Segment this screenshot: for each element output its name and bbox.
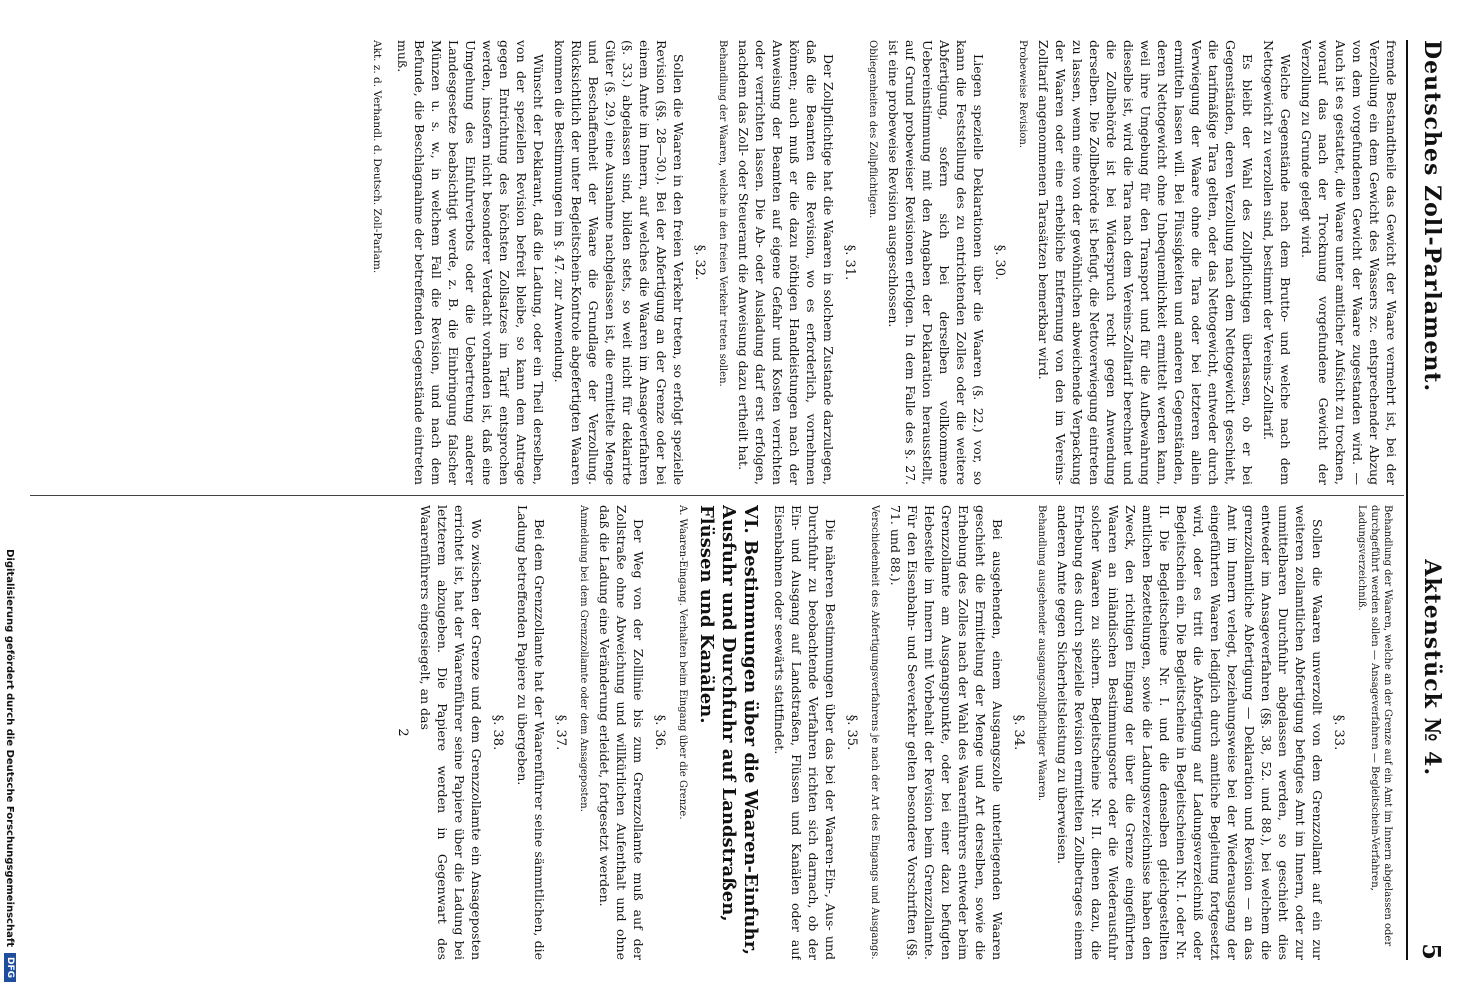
left-column	[30, 40, 1400, 485]
side-heading: Probeweise Revision.	[1017, 40, 1028, 149]
paragraph: Es bleibt der Wahl des Zollpflichtigen überlassen, ob er bei Gegenständen, deren Verzollung nach dem Nettogewicht geschieht, die tarifmäßige Tara gelten, oder das Nettogewicht, entweder durch Verwiegung der Waare ohne die Tara oder bei letzteren allein ermitteln lassen will. Bei Flüssigkeiten und anderen Gegenständen, deren Nettogewicht ohne Unbequemlichkeit ermittelt werden kann, weil ihre Umgebung für den Transport und für die Aufbewahrung dieselbe ist, wird die Tara nach dem Vereins-Zolltarif berechnet und die Zollbehörde ist bei Widerspruch recht gegen Anwendung derselben. Die Zollbehörde ist befugt, die Nettoverwiegung eintreten zu lassen, wenn eine von der gewöhnlichen abweichende Verpackung der Waaren oder eine erhebliche Entfernung von den im Vereins-Zolltarif angenommenen Tarasätzen bemerkbar wird.	[1036, 40, 1255, 485]
paragraph: Sollen die Waaren in den freien Verkehr treten, so erfolgt spezielle Revision (§§. 28—30.). Bei der Abfertigung an der Grenze oder bei einem Amte im Innern, auf welches die Waaren im Ansageverfahren (§. 33.) abgelassen sind, bilden stets, so weit nicht für deklarirte Güter (§. 29.) eine Ausnahme nachgelassen ist, die ermittelte Menge und Beschaffenheit der Waare die Grundlage der Verzollung. Rücksichtlich der unter Begleitschein-Kontrole abgefertigten Waaren kommen die Bestimmungen im §. 47. zur Anwendung.	[552, 40, 686, 485]
paragraph: Sollen die Waaren unverzollt von dem Grenzzollamt auf ein zur weiteren zollamtlichen Abfertigung befugtes Amt im Innern, oder zur unmittelbaren Durchfuhr abgelassen werden, so geschieht dies entweder im Ansageverfahren (§§. 38, 52. und 88.), bei welchem die grenzzollamtliche Abfertigung — Deklaration und Revision — an das Amt im Innern verlegt, beziehungsweise bei der Wiederausgang der eingeführten Waaren lediglich durch amtliche Begleitung fortgesetzt wird, oder es tritt die Abfertigung auf Ladungsverzeichniß oder Begleitschein ein. Die Begleitscheine in Begleitscheinen Nr. I. oder Nr. II. Die Begleitscheine Nr. I. und die denselben gleichgestellten amtlichen Bezettelungen, sowie die Ladungsverzeichnisse haben den Zweck, den richtigen Eingang der über die Grenze eingeführten Waaren an inländischen Bestimmungsorte oder die Wiederausfuhr solcher Waaren zu sichern. Begleitscheine Nr. II. dienen dazu, die Erhebung des durch spezielle Revision ermittelten Zollbetrages einem anderen Amte gegen Sicherheitsleistung zu überweisen.	[1055, 505, 1325, 960]
section-number: §. 30.	[992, 244, 1007, 281]
dfg-logo: DFG	[4, 953, 16, 982]
paragraph: Der Zollpflichtige hat die Waaren in solchem Zustande darzulegen, daß die Beamten die Revision, wo es erforderlich, vornehmen können; auch muß er die dazu nöthigen Handleistungen nach der Anweisung der Beamten auf eigene Gefahr und Kosten verrichten oder verrichten lassen. Die Ab- oder Ausladung darf erst erfolgen, nachdem das Zoll- oder Steueramt die Anweisung dazu ertheilt hat.	[736, 40, 836, 485]
paragraph: Welche Gegenstände nach dem Brutto- und welche nach dem Nettogewicht zu verzollen sind, bestimmt der Vereins-Zolltarif.	[1261, 40, 1293, 485]
side-heading: Obliegenheiten des Zollpflichtigen.	[867, 40, 878, 219]
funding-text: Digitalisierung gefördert durch die Deutsche Forschungsgemeinschaft	[4, 549, 16, 947]
column-divider	[30, 495, 1404, 496]
side-heading: Behandlung der Waaren, welche in den freien Verkehr treten sollen.	[717, 40, 728, 387]
document-number: Aktenstück № 4.	[1419, 559, 1445, 777]
paragraph: Die näheren Bestimmungen über das bei der Waaren-Ein-, Aus- und Durchfuhr zu beobachtende Verfahren richten sich darnach, ob der Ein- und Ausgang auf Landstraßen, Flüssen und Kanälen oder auf Eisenbahnen oder seewärts stattfindet.	[772, 505, 838, 960]
section-number: §. 36.	[652, 714, 667, 751]
header-rule	[1406, 40, 1408, 960]
section-number: §. 35.	[844, 714, 859, 751]
section-number: §. 33.	[1331, 714, 1346, 751]
section-heading: VI. Bestimmungen über die Waaren-Einfuhr, Ausfuhr und Durchfuhr auf Landstraßen, Flüssen und Kanälen.	[696, 505, 761, 956]
section-number: §. 37.	[553, 714, 568, 751]
side-heading: Behandlung der Waaren, welche an der Grenze auf ein Amt im Innern abgelassen oder durchgeführt werden sollen — Ansageverfahren — Begleitschein-Verfahren, Ladungsverzeichniß.	[1356, 505, 1393, 947]
paragraph: fremde Bestandtheile das Gewicht der Waare vermehrt ist, bei der Verzollung ein dem Gewicht des Wassers zc. entsprechender Abzug von dem vorgefundenen Gewicht der Waare zugestanden wird. — Auch ist es gestattet, die Waare unter amtlicher Aufsicht zu trocknen, worauf das nach der Trocknung vorgefundene Gewicht der Verzollung zu Grunde gelegt wird.	[1299, 40, 1399, 485]
side-heading: Behandlung ausgehender ausgangszollpflichtiger Waaren.	[1036, 505, 1047, 802]
section-number: §. 32.	[692, 244, 707, 281]
signature-number: 2	[395, 728, 410, 737]
paragraph: Der Weg von der Zolllinie bis zum Grenzzollamte muß auf der Zollstraße ohne Abweichung und willkürlichen Aufenthalt und ohne daß die Ladung eine Veränderung erleidet, fortgesetzt werden.	[597, 505, 646, 960]
page-title: Deutsches Zoll-Parlament.	[1419, 40, 1445, 393]
footnote: Akt. z. d. Verhandl. d. Deutsch. Zoll-Parlam.	[371, 40, 383, 274]
funding-notice	[4, 18, 16, 982]
side-heading: Anmeldung bei dem Grenzzollamte oder dem Ansageposten.	[578, 505, 589, 812]
section-number: §. 31.	[842, 244, 857, 281]
paragraph: Wo zwischen der Grenze und dem Grenzzollamte ein Ansageposten errichtet ist, hat der Waarenführer seine Papiere über die Ladung bei letzterem abzugeben. Die Papiere werden in Gegenwart des Waarenführers eingesiegelt, an das	[418, 505, 484, 960]
side-heading: A. Waaren-Eingang. Verhalten beim Eingang über die Grenze.	[677, 505, 688, 820]
paragraph: Bei ausgehenden, einem Ausgangszolle unterliegenden Waaren geschieht die Ermittelung der Menge und Art derselben, sowie die Erhebung des Zolles nach der Wahl des Waarenführers entweder beim Grenzzollamte am Ausgangspunkte, oder bei einer dazu befugten Hebestelle im Innern mit Vorbehalt der Revision beim Grenzzollamte. Für den Eisenbahn- und Seeverkehr gelten besondere Vorschriften (§§. 71. und 88.).	[888, 505, 1005, 960]
side-heading: Verschiedenheit des Abfertigungsverfahrens je nach der Art des Eingangs und Ausgangs.	[869, 505, 880, 960]
right-column	[30, 505, 1400, 960]
paragraph: Wünscht der Deklarant, daß die Ladung, oder ein Theil derselben, von der speziellen Revision befreit bleibe, so kann dem Antrage gegen Entrichtung des höchsten Zollsatzes im Tarif entsprochen werden, insofern nicht besonderer Verdacht vorhanden ist, daß eine Umgehung des Einfuhrverbots oder die Uebertretung anderer Landesgesetze beabsichtigt werde, z. B. die Einbringung falscher Münzen u. s. w., in welchem Fall die Revision, und nach dem Befunde, die Beschlagnahme der betreffenden Gegenstände eintreten muß.	[395, 40, 546, 485]
section-number: §. 38.	[490, 714, 505, 751]
section-number: §. 34.	[1011, 714, 1026, 751]
paragraph: Bei dem Grenzzollamte hat der Waarenführer seine sämmtlichen, die Ladung betreffenden Papiere zu übergeben.	[515, 505, 547, 960]
page-number: 5	[1417, 943, 1447, 960]
paragraph: Liegen spezielle Deklarationen über die Waaren (§. 22.) vor, so kann die Feststellung des zu entrichtenden Zolles oder die weitere Abfertigung, sofern sich bei derselben vollkommene Uebereinstimmung mit den Angaben der Deklaration herausstellt, auf Grund probeweiser Revisionen erfolgen. In dem Falle des §. 27. ist eine probeweise Revision ausgeschlossen.	[886, 40, 986, 485]
page-header	[1412, 40, 1452, 960]
